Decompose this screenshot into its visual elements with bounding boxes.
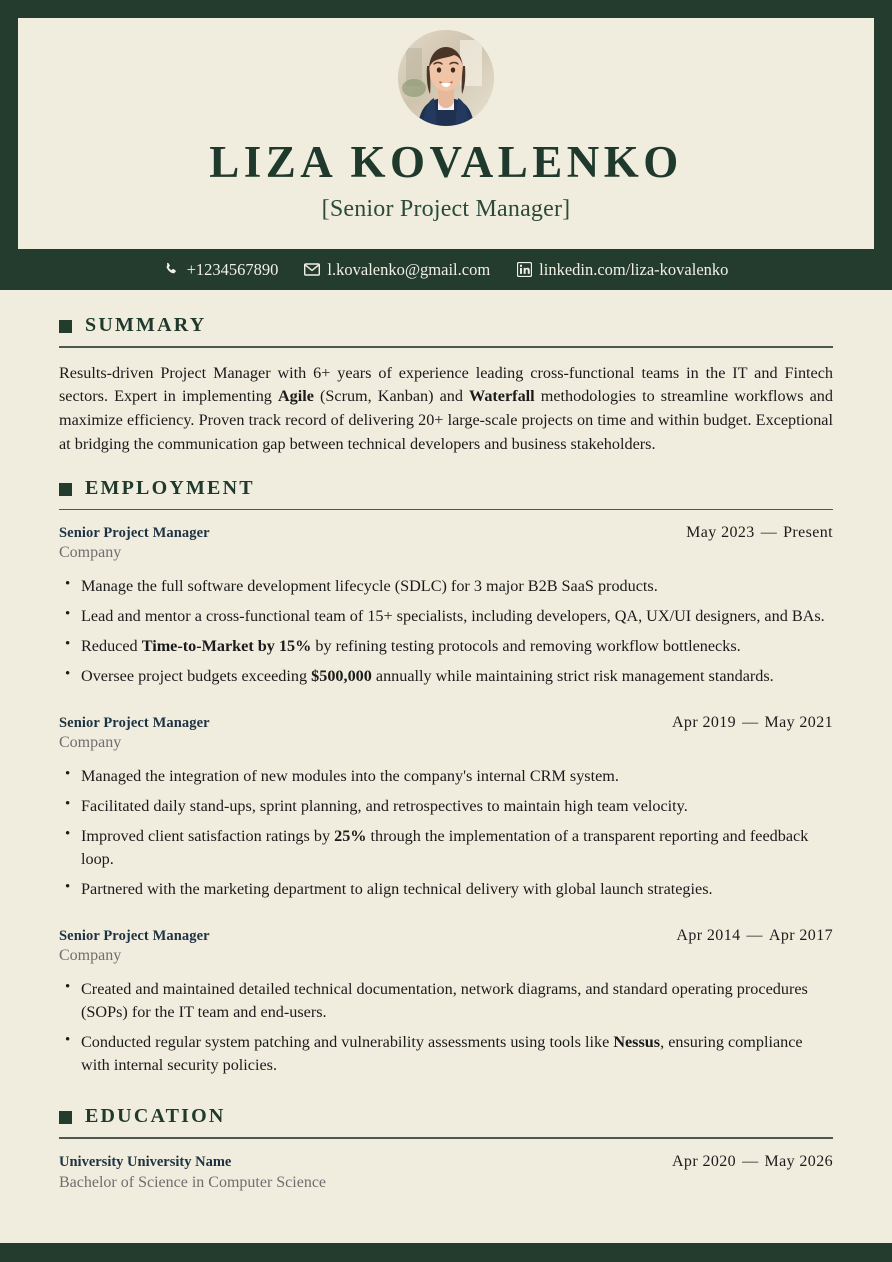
education-dates: Apr 2020 — May 2026 [671,1152,833,1170]
education-list [59,1153,833,1192]
employment-entry-header [59,927,833,945]
employment-entry-header [59,714,833,732]
employment-dates: Apr 2019 — May 2021 [671,714,833,732]
summary-paragraph: Results-driven Project Manager with 6+ years of experience leading cross-functional teams in the IT and Fintech sectors. Expert in implementing Agile (Scrum, Kanban) and Waterfall methodologies to streamline workflows and maximize efficiency. Proven track record of delivering 20+ large-scale projects on time and within budget. Exceptional at bridging the communication gap between technical developers and business stakeholders. [59,363,833,453]
section-education [59,1105,833,1192]
section-summary [59,314,833,457]
spacer [59,692,833,714]
education-degree: Bachelor of Science in Computer Science [59,1173,327,1191]
envelope-icon [304,262,320,278]
spacer [59,457,833,477]
education-rule [59,1137,833,1139]
employment-company: Company [59,734,122,752]
education-heading [59,1105,833,1130]
headline: [Senior Project Manager] [321,195,571,222]
employment-dates: Apr 2014 — Apr 2017 [676,927,833,945]
employment-role: Senior Project Manager [59,928,210,945]
footer-band [0,1243,892,1262]
linkedin-icon [516,262,532,278]
education-entry [59,1153,833,1192]
section-marker-icon [59,483,72,496]
list-item: • Improved client satisfaction ratings by 25% through the implementation of a transparent reporting and feedback loop. [59,825,833,871]
employment-rule [59,509,833,511]
contact-email[interactable] [304,260,490,280]
spacer [59,905,833,927]
employment-entry [59,524,833,688]
employment-bullets [59,978,833,1077]
employment-heading [59,477,833,502]
resume-body [0,290,892,1243]
summary-heading [59,314,833,339]
spacer [59,1081,833,1105]
avatar [398,30,494,126]
employment-list [59,524,833,1077]
list-item: • Created and maintained detailed technical documentation, network diagrams, and standard operating procedures (SOPs) for the IT team and end-users. [59,978,833,1024]
employment-bullets [59,765,833,901]
summary-rule [59,346,833,348]
section-employment [59,477,833,1078]
list-item: • Managed the integration of new modules into the company's internal CRM system. [59,765,833,788]
contact-linkedin[interactable] [516,260,728,280]
phone-icon [164,262,180,278]
employment-bullets [59,575,833,688]
list-item: • Manage the full software development lifecycle (SDLC) for 3 major B2B SaaS products. [59,575,833,598]
employment-entry [59,714,833,901]
list-item: • Conducted regular system patching and vulnerability assessments using tools like Nessus, ensuring compliance with internal security policies. [59,1031,833,1077]
employment-dates: May 2023 — Present [686,524,833,542]
employment-role: Senior Project Manager [59,715,210,732]
section-marker-icon [59,320,72,333]
employment-entry [59,927,833,1077]
education-entry-header [59,1153,833,1171]
education-title: EDUCATION [85,1105,226,1128]
list-item: • Facilitated daily stand-ups, sprint planning, and retrospectives to maintain high team velocity. [59,795,833,818]
contact-phone[interactable] [164,260,279,280]
education-school: University University Name [59,1153,232,1170]
list-item: • Lead and mentor a cross-functional team of 15+ specialists, including developers, QA, UX/UI designers, and BAs. [59,605,833,628]
contact-linkedin-value: linkedin.com/liza-kovalenko [539,259,729,279]
contact-bar [0,249,892,290]
employment-company: Company [59,544,122,562]
list-item: • Oversee project budgets exceeding $500,000 annually while maintaining strict risk management standards. [59,665,833,688]
contact-phone-value: +1234567890 [186,259,279,279]
employment-title: EMPLOYMENT [85,476,255,499]
page-title: LIZA KOVALENKO [209,137,683,187]
employment-company: Company [59,947,122,965]
list-item: • Partnered with the marketing department to align technical delivery with global launch strategies. [59,878,833,901]
contact-email-value: l.kovalenko@gmail.com [327,259,491,279]
resume-header [18,18,874,249]
section-marker-icon [59,1111,72,1124]
employment-role: Senior Project Manager [59,525,210,542]
summary-title: SUMMARY [85,314,207,336]
list-item: • Reduced Time-to-Market by 15% by refining testing protocols and removing workflow bottlenecks. [59,635,833,658]
employment-entry-header [59,524,833,542]
